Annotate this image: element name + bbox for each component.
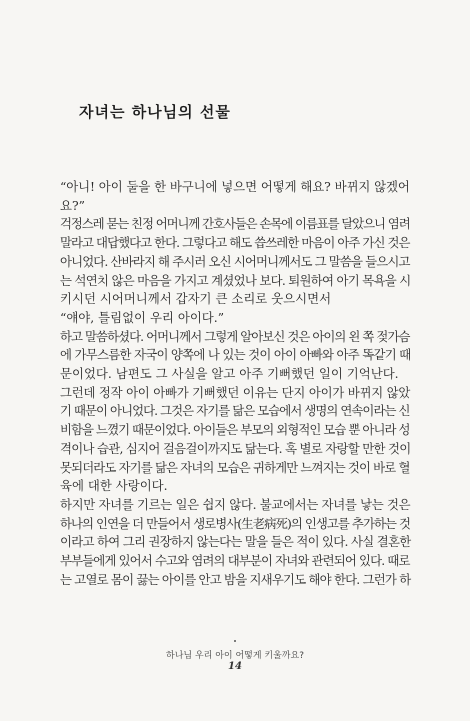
text-line: 격이나 습관, 심지어 걸음걸이까지도 닮는다. 혹 별로 자랑할 만한 것이 [60, 440, 411, 456]
text-line: 육에 대한 사랑이다. [60, 478, 168, 494]
text-line: 못되더라도 자기를 닮은 자녀의 모습은 귀하게만 느껴지는 것이 바로 혈 [60, 459, 410, 475]
text-line: 이라고 하여 그리 권장하지 않는다는 말을 들은 적이 있다. 사실 결혼한 [60, 534, 411, 550]
text-line: 비함을 느꼈기 때문이었다. 아이들은 부모의 외형적인 모습 뿐 아니라 성 [60, 422, 410, 438]
text-line: 걱정스레 묻는 친정 어머니께 간호사들은 손목에 이름표를 달았으니 염려 [60, 216, 410, 232]
chapter-title: 자녀는 하나님의 선물 [79, 103, 231, 121]
text-line: “아니! 아이 둘을 한 바구니에 넣으면 어떻게 해요? 바뀌지 않겠어 [60, 179, 410, 194]
text-line: 아니었다. 산바라지 해 주시러 오신 시어머니께서도 그 말씀을 들으시고 [60, 253, 410, 269]
text-line: 에 가무스름한 자국이 양쪽에 나 있는 것이 아이 아빠와 아주 똑같기 때 [60, 347, 411, 363]
text-line: 요?” [60, 197, 85, 213]
page-number: 14 [228, 661, 242, 672]
text-line: 는 고열로 몸이 끓는 아이를 안고 밤을 지새우기도 해야 한다. 그런가 하 [60, 571, 411, 587]
running-footer-title: 하나님 우리 아이 어떻게 키울까요? [166, 651, 304, 661]
text-line: 하고 말씀하셨다. 어머니께서 그렇게 알아보신 것은 아이의 왼 쪽 젖가슴 [60, 328, 410, 344]
text-line: 하지만 자녀를 기르는 일은 쉽지 않다. 불교에서는 자녀를 낳는 것은 [60, 496, 411, 512]
text-line: 그런데 정작 아이 아빠가 기뻐했던 이유는 단지 아이가 바뀌지 않았 [60, 384, 411, 400]
text-line: “얘야, 틀림없이 우리 아이다.” [60, 309, 225, 325]
text-line: 는 석연치 않은 마음을 가지고 계셨었나 보다. 퇴원하여 아기 목욕을 시 [60, 272, 411, 288]
text-line: 키시던 시어머니께서 갑자기 큰 소리로 웃으시면서 [60, 291, 332, 307]
text-line: 말라고 대답했다고 한다. 그렇다고 해도 씁쓰레한 마음이 아주 가신 것은 [60, 235, 410, 251]
text-line: 기 때문이 아니었다. 그것은 자기를 닮은 모습에서 생명의 연속이라는 신 [60, 403, 410, 419]
text-line: 부부들에게 있어서 수고와 염려의 대부분이 자녀와 관련되어 있다. 때로 [60, 553, 410, 569]
body-text [60, 178, 410, 589]
text-line: 하나의 인연을 더 만들어서 생로병사(生老病死)의 인생고를 추가하는 것 [60, 515, 411, 531]
footer-dot [234, 640, 236, 642]
text-line: 문이었다. 남편도 그 사실을 알고 아주 기뻐했던 일이 기억난다. [60, 366, 399, 382]
